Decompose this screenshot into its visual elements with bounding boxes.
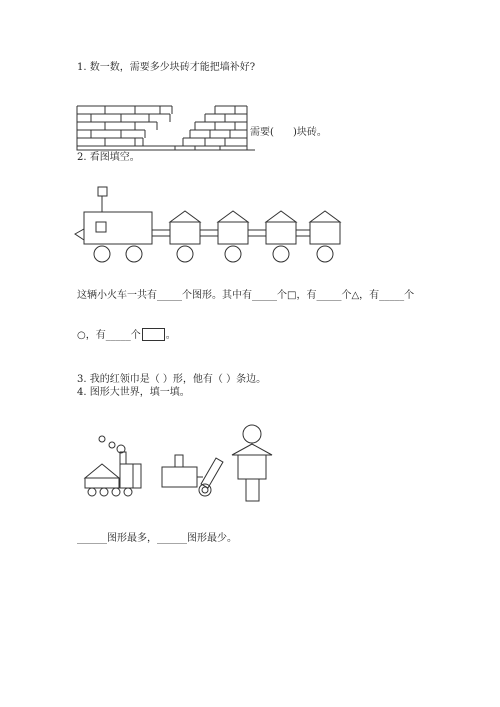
- q1-answer: [250, 127, 327, 139]
- q2-line2: [77, 328, 176, 342]
- car-roof-triangle: [218, 211, 248, 222]
- train-wheel: [94, 246, 110, 262]
- car-body-square: [266, 222, 296, 244]
- car-body-square: [170, 222, 200, 244]
- car-body-square: [310, 222, 340, 244]
- car-body-square: [218, 222, 248, 244]
- train-wheel: [317, 246, 333, 262]
- train-figure: [72, 182, 352, 264]
- train-window-square: [96, 222, 106, 232]
- shapes-world-figure: [80, 420, 280, 510]
- q3-text: 3. 我的红领巾是（ ）形，他有（ ）条边。: [77, 374, 267, 385]
- train-chimney-square: [98, 187, 107, 196]
- train-engine: [84, 212, 152, 244]
- car-roof-triangle: [170, 211, 200, 222]
- q4-answer: ______图形最多，______图形最少。: [77, 533, 237, 544]
- q2-title: 2. 看图填空。: [77, 152, 140, 163]
- q2-line2-suffix: 。: [165, 330, 176, 341]
- q1-answer-prefix: 需要(: [250, 127, 274, 138]
- train-wheel: [177, 246, 193, 262]
- figure-b-cart: [162, 455, 223, 496]
- brick-wall-figure: [75, 104, 255, 154]
- train-wheel: [273, 246, 289, 262]
- q2-line1: 这辆小火车一共有_____个图形。其中有_____个□，有_____个△，有_____个: [77, 290, 415, 301]
- car-roof-triangle: [310, 211, 340, 222]
- q1-answer-blank[interactable]: [274, 127, 293, 138]
- train-front-triangle: [75, 229, 84, 240]
- train-wheel: [126, 246, 142, 262]
- car-roof-triangle: [266, 211, 296, 222]
- q4-title: 4. 图形大世界，填一填。: [77, 387, 190, 398]
- q1-answer-suffix: )块砖。: [292, 127, 327, 138]
- figure-c-person: [232, 425, 272, 501]
- q1-title: 1. 数一数，需要多少块砖才能把墙补好?: [77, 62, 256, 73]
- figure-a-train: [85, 436, 141, 496]
- house-roof-triangle: [85, 464, 119, 478]
- rectangle-shape-icon: [142, 328, 165, 341]
- train-wheel: [225, 246, 241, 262]
- q2-line2-prefix: ○，有_____个: [77, 330, 141, 341]
